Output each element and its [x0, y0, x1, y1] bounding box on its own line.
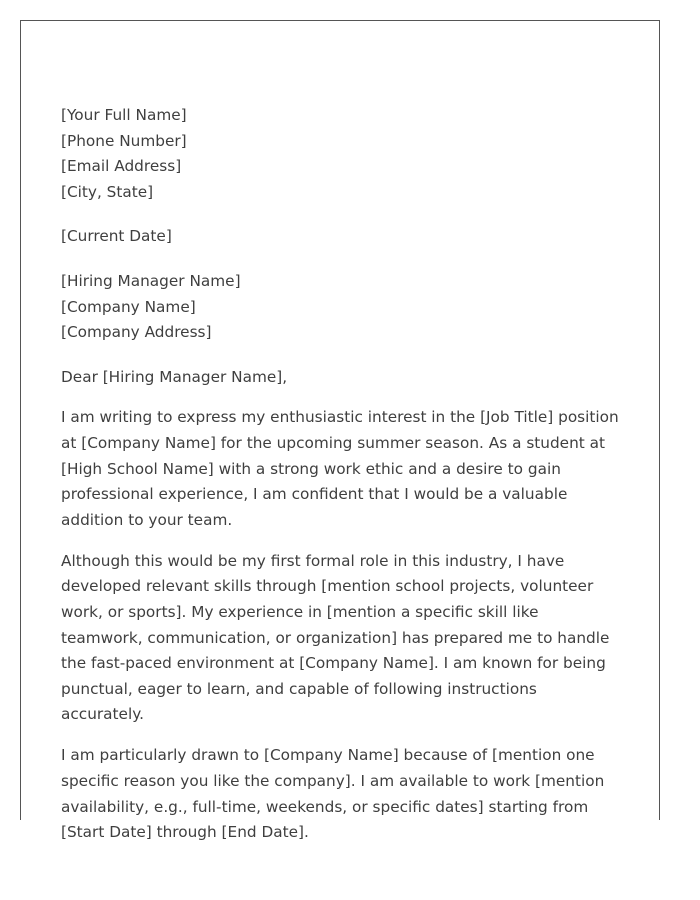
- body-paragraph-2: Although this would be my first formal role in this industry, I have developed relevant skills through [mention school projects, volunteer work, or sports]. My experience in [mention a specific skill like teamwork, communication, or organization] has prepared me to handle the fast-paced environment at [Company Name]. I am known for being punctual, eager to learn, and capable of following instructions accurately.: [61, 551, 610, 724]
- recipient-address: [Company Address]: [61, 323, 212, 342]
- salutation-block: [61, 365, 623, 391]
- salutation: Dear [Hiring Manager Name],: [61, 367, 288, 386]
- document-page: [20, 20, 660, 842]
- recipient-block: [61, 269, 623, 346]
- sender-email: [Email Address]: [61, 157, 182, 176]
- sender-city-state: [City, State]: [61, 182, 154, 201]
- body-paragraph-1: I am writing to express my enthusiastic interest in the [Job Title] position at [Company Name] for the upcoming summer season. As a student at [High School Name] with a strong work ethic and a desire to gain professional experience, I am confident that I would be a valuable addition to your team.: [61, 408, 619, 529]
- sender-phone: [Phone Number]: [61, 131, 187, 150]
- sender-name: [Your Full Name]: [61, 106, 187, 124]
- sender-block: [61, 103, 623, 205]
- date-block: [61, 224, 623, 250]
- body-paragraph-3: I am particularly drawn to [Company Name] because of [mention one specific reason you like the company]. I am available to work [mention availability, e.g., full-time, weekends, or specific dates] starting from [Start Date] through [End Date].: [61, 746, 605, 842]
- recipient-name: [Hiring Manager Name]: [61, 271, 241, 290]
- recipient-company: [Company Name]: [61, 297, 196, 316]
- letter-date: [Current Date]: [61, 227, 172, 246]
- cover-letter-body: [61, 103, 623, 861]
